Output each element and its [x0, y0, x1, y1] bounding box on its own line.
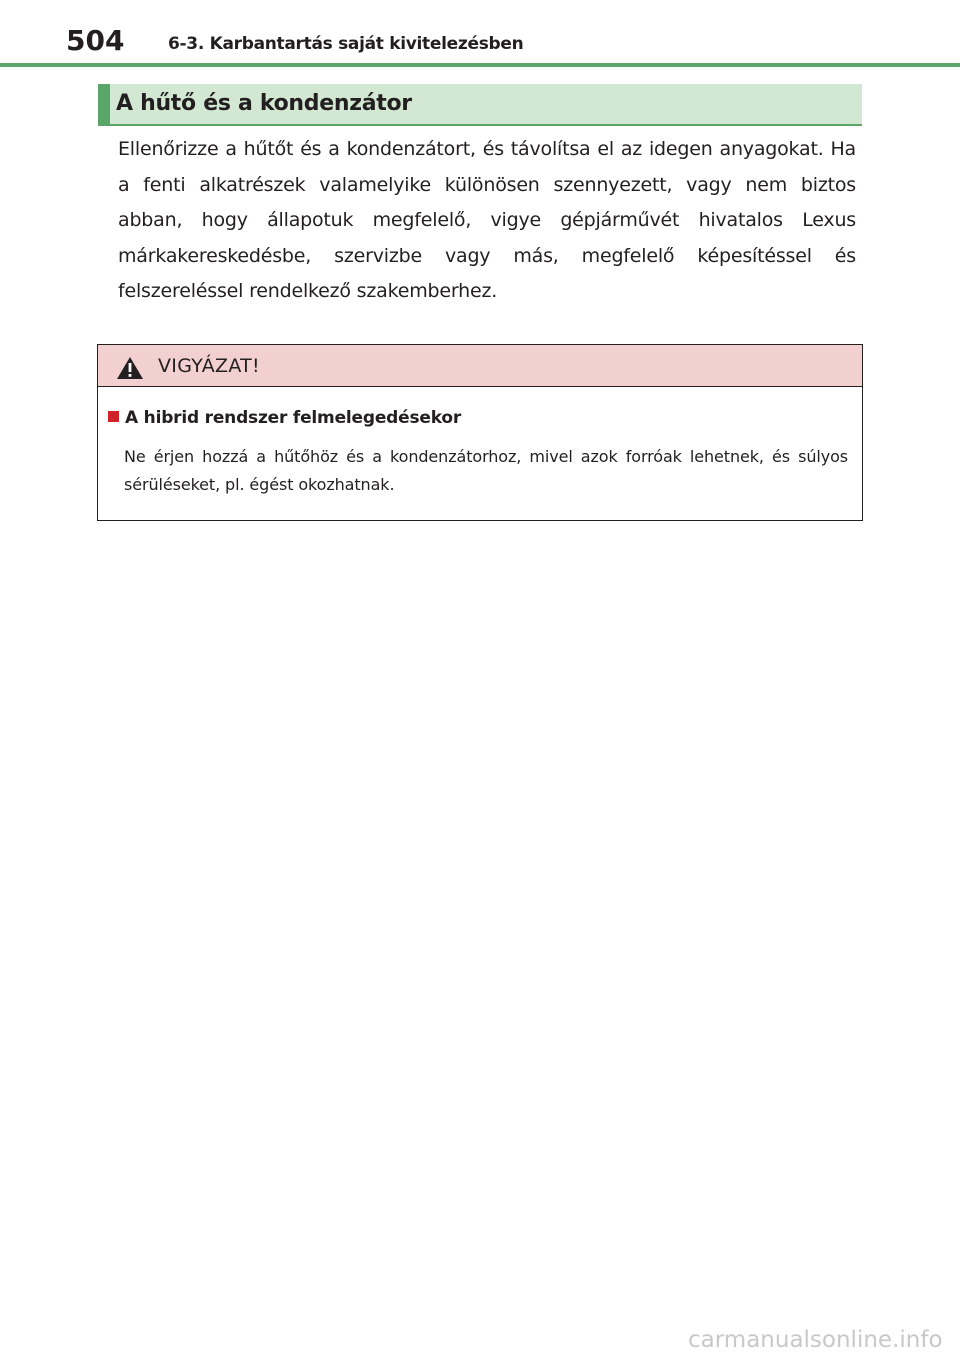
section-title: A hűtő és a kondenzátor	[116, 91, 412, 116]
caution-item-heading-text: A hibrid rendszer felmelegedésekor	[125, 408, 462, 428]
header-rule	[0, 63, 960, 67]
chapter-title: 6-3. Karbantartás saját kivitelezésben	[168, 34, 524, 54]
section-body-text: Ellenőrizze a hűtőt és a kondenzátort, és távolítsa el az idegen anyagokat. Ha a fenti alkatrészek valamelyike különösen szennyezett, vagy nem biztos abban, hogy állapotuk megfelelő, vigye gépjárművét hivatalos Lexus márkakereskedésbe, szervizbe vagy más, megfelelő képesítéssel és felszereléssel rendelkező szakemberhez.	[118, 138, 856, 302]
section-header	[98, 84, 862, 126]
watermark: carmanualsonline.info	[688, 1327, 943, 1353]
caution-title: VIGYÁZAT!	[158, 355, 260, 377]
caution-item-heading	[108, 407, 461, 429]
square-bullet-icon	[108, 411, 119, 422]
section-accent-bar	[98, 84, 110, 124]
page-number: 504	[66, 24, 125, 57]
warning-triangle-icon	[116, 356, 144, 380]
caution-header	[98, 345, 862, 387]
caution-box	[97, 344, 863, 521]
caution-item-text: Ne érjen hozzá a hűtőhöz és a kondenzátorhoz, mivel azok forróak lehetnek, és súlyos sérüléseket, pl. égést okozhatnak.	[124, 447, 848, 494]
